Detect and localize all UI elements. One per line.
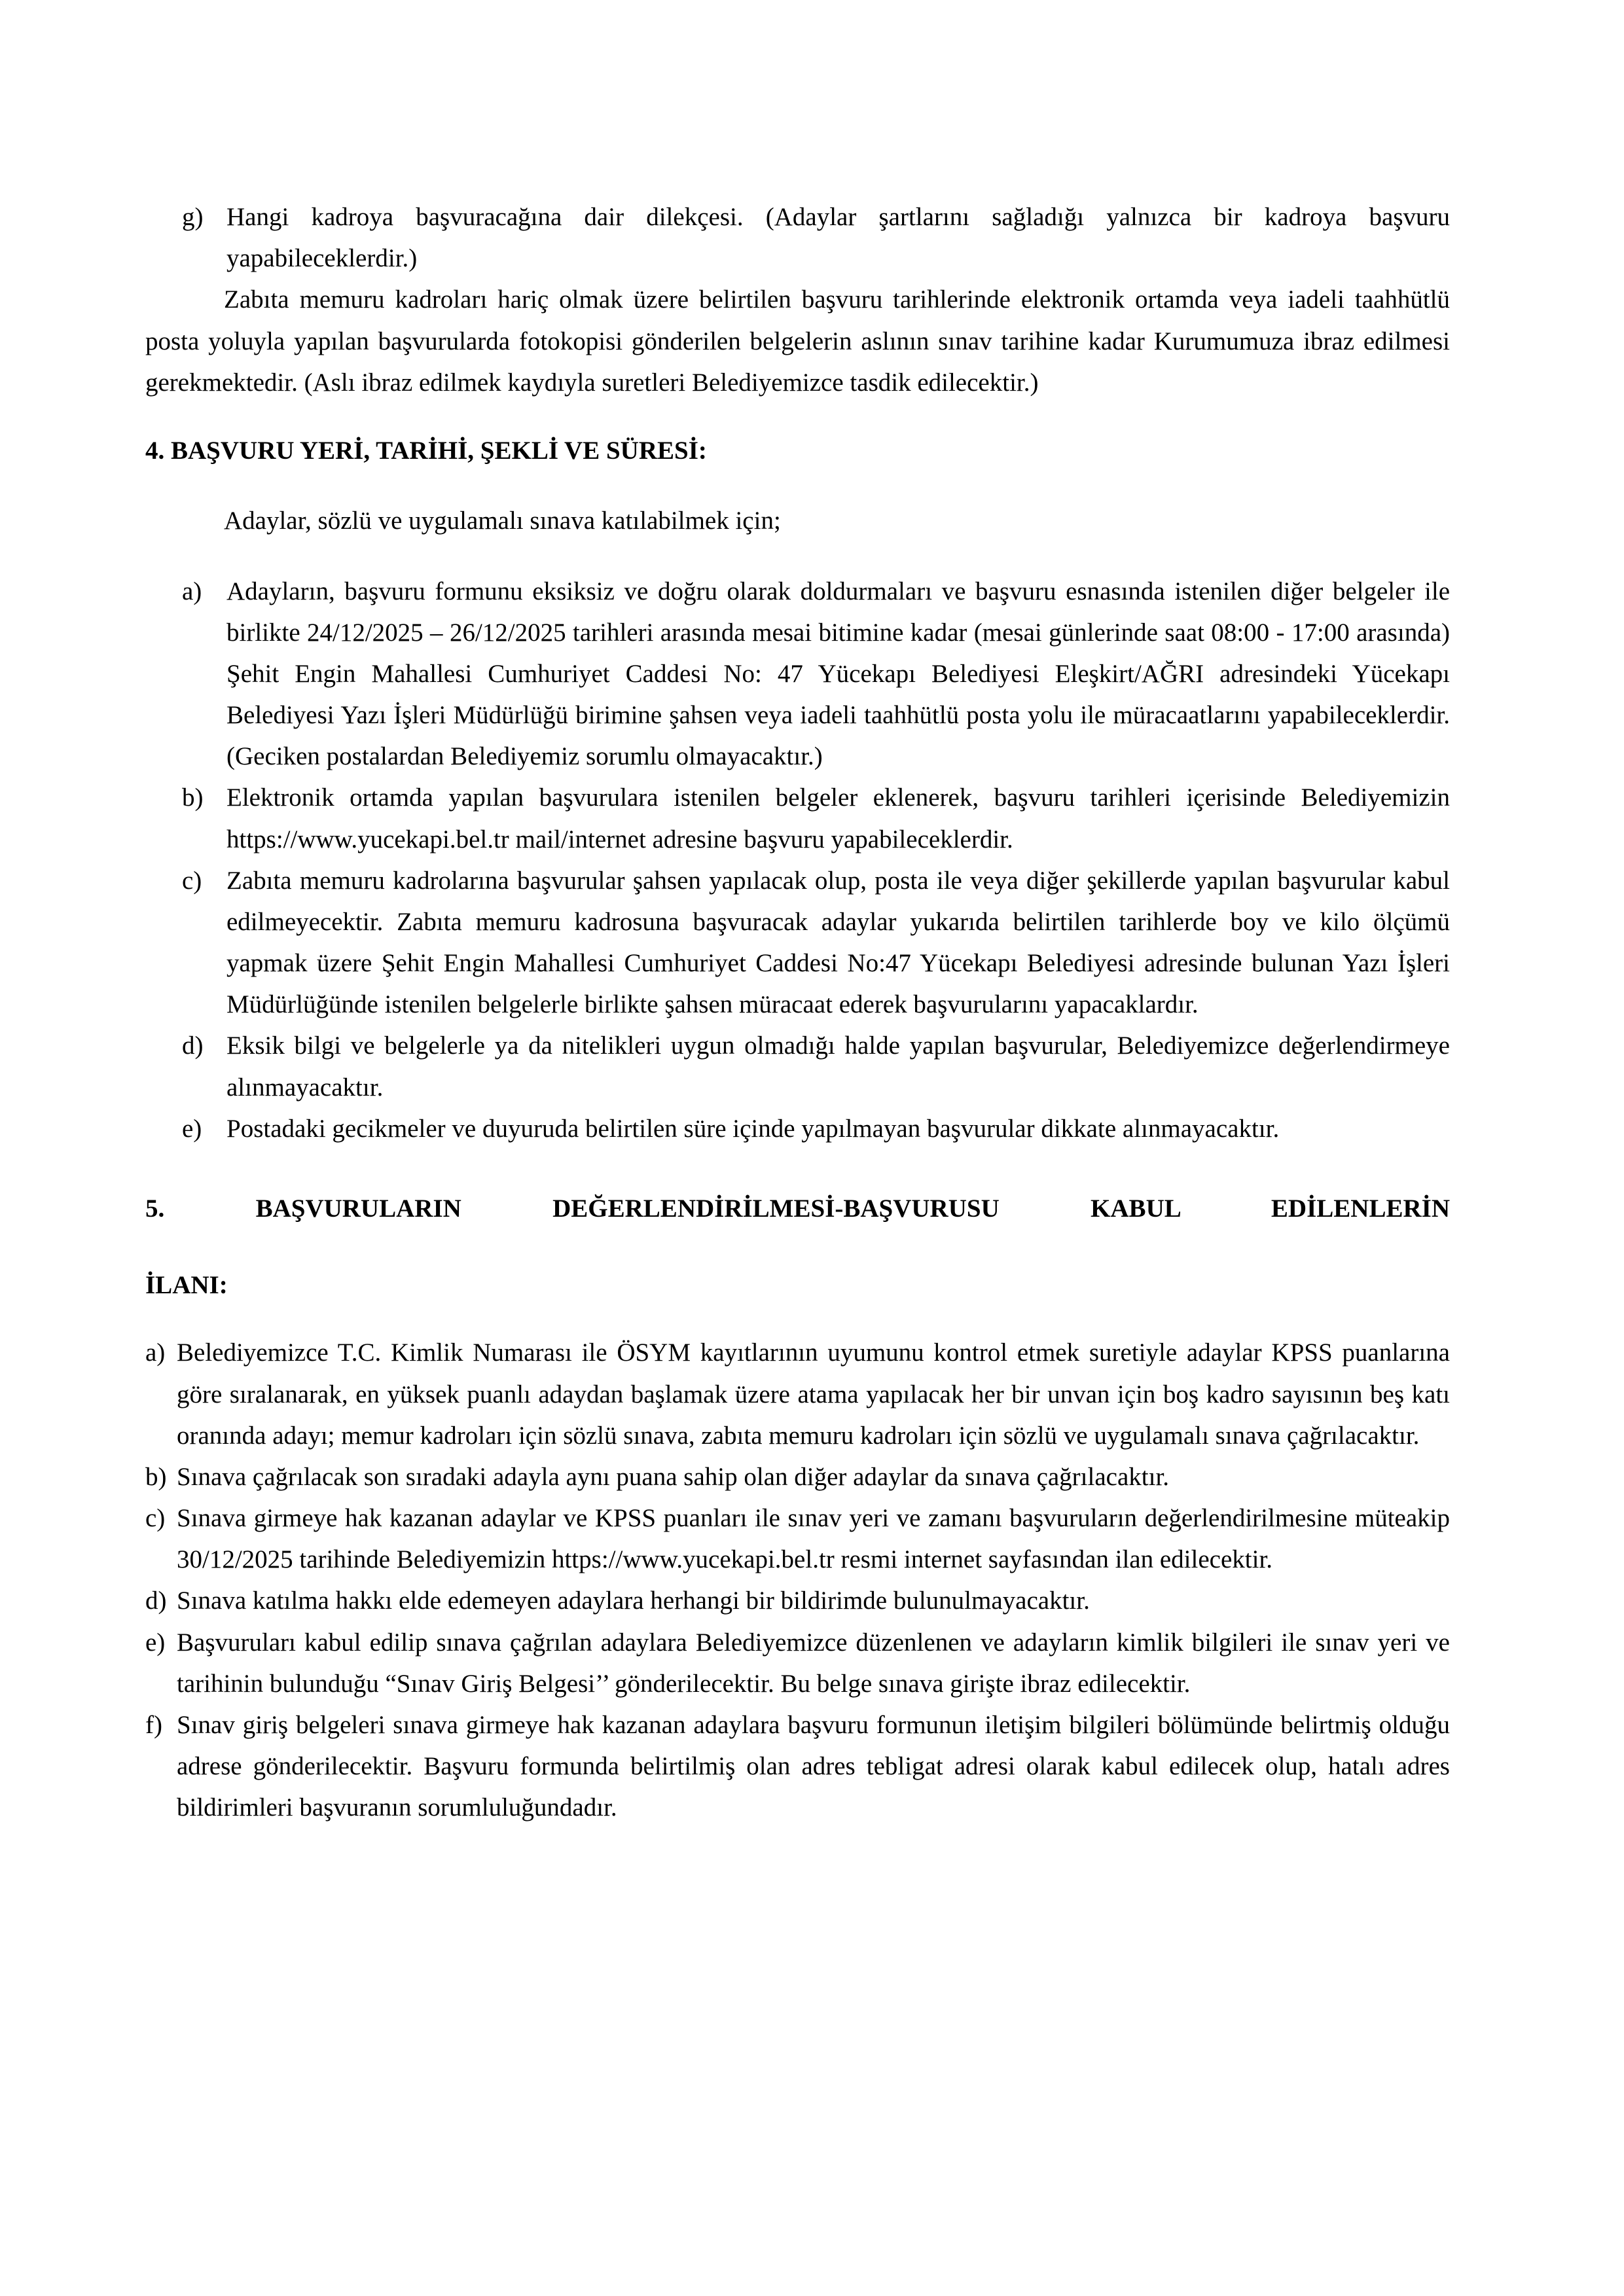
list-item-text: Sınava çağrılacak son sıradaki adayla aynı puana sahip olan diğer adaylar da sınava çağrılacaktır. (177, 1462, 1170, 1491)
list-item (145, 1498, 1450, 1580)
section-5-heading-line-1: 5. BAŞVURULARIN DEĞERLENDİRİLMESİ-BAŞVURUSU KABUL EDİLENLERİN (145, 1194, 1450, 1223)
section-5-list (145, 1332, 1450, 1828)
list-item (145, 1622, 1450, 1704)
list-item-text: Adayların, başvuru formunu eksiksiz ve doğru olarak doldurmaları ve başvuru esnasında istenilen diğer belgeler ile birlikte 24/12/2025 – 26/12/2025 tarihleri arasında mesai bitimine kadar (mesai günlerinde saat 08:00 - 17:00 arasında) Şehit Engin Mahallesi Cumhuriyet Caddesi No: 47 Yücekapı Belediyesi Eleşkirt/AĞRI adresindeki Yücekapı Belediyesi Yazı İşleri Müdürlüğü birimine şahsen veya iadeli taahhütlü posta yolu ile müracaatlarını yapabileceklerdir. (Geciken postalardan Belediyemiz sorumlu olmayacaktır.) (226, 577, 1450, 771)
list-item (145, 1704, 1450, 1829)
list-item-marker: f) (145, 1710, 162, 1739)
list-item-marker: e) (182, 1114, 202, 1143)
list-item (182, 777, 1450, 859)
list-item-marker: c) (145, 1504, 166, 1533)
section-4-list (182, 571, 1450, 1149)
list-item-marker: b) (182, 783, 204, 812)
section-5-heading-line-2: İLANI: (145, 1270, 228, 1299)
list-item-marker: a) (145, 1338, 166, 1367)
section-4-heading: 4. BAŞVURU YERİ, TARİHİ, ŞEKLİ VE SÜRESİ: (145, 436, 707, 465)
list-item-marker: g) (182, 203, 204, 231)
list-item-marker: d) (182, 1031, 204, 1060)
section-4-intro: Adaylar, sözlü ve uygulamalı sınava katılabilmek için; (224, 507, 781, 535)
list-item-marker: d) (145, 1587, 167, 1615)
list-item-text: Elektronik ortamda yapılan başvurulara istenilen belgeler eklenerek, başvuru tarihleri içerisinde Belediyemizin https://www.yucekapi.bel.tr mail/internet adresine başvuru yapabileceklerdir. (226, 783, 1450, 853)
list-item-text: Başvuruları kabul edilip sınava çağrılan adaylara Belediyemizce düzenlenen ve adayların kimlik bilgileri ile sınav yeri ve tarihinin bulunduğu “Sınav Giriş Belgesi’’ gönderilecektir. Bu belge sınava girişte ibraz edilecektir. (177, 1628, 1450, 1698)
list-item (145, 1580, 1450, 1621)
list-item (145, 1332, 1450, 1456)
list-item (182, 196, 1450, 279)
list-item (182, 1025, 1450, 1107)
list-item (145, 1456, 1450, 1498)
list-item-text: Sınava katılma hakkı elde edemeyen adaylara herhangi bir bildirimde bulunulmayacaktır. (177, 1587, 1090, 1615)
list-item-marker: c) (182, 866, 202, 895)
intro-paragraph: Zabıta memuru kadroları hariç olmak üzere belirtilen başvuru tarihlerinde elektronik ortamda veya iadeli taahhütlü posta yoluyla yapılan başvurularda fotokopisi gönderilen belgelerin aslının sınav tarihine kadar Kurumumuza ibraz edilmesi gerekmektedir. (Aslı ibraz edilmek kaydıyla suretleri Belediyemizce tasdik edilecektir.) (145, 285, 1450, 397)
list-item-text: Sınava girmeye hak kazanan adaylar ve KPSS puanları ile sınav yeri ve zamanı başvuruların değerlendirilmesine müteakip 30/12/2025 tarihinde Belediyemizin https://www.yucekapi.bel.tr resmi internet sayfasından ilan edilecektir. (177, 1504, 1450, 1574)
list-item-text: Hangi kadroya başvuracağına dair dilekçesi. (Adaylar şartlarını sağladığı yalnızca bir kadroya başvuru yapabileceklerdir.) (226, 203, 1450, 273)
list-item-marker: e) (145, 1628, 166, 1657)
section-5-heading (145, 1190, 1450, 1305)
list-item-text: Belediyemizce T.C. Kimlik Numarası ile ÖSYM kayıtlarının uyumunu kontrol etmek suretiyle adaylar KPSS puanlarına göre sıralanarak, en yüksek puanlı adaydan başlamak üzere atama yapılacak her bir unvan için boş kadro sayısının beş katı oranında adayı; memur kadroları için sözlü sınava, zabıta memuru kadroları için sözlü ve uygulamalı sınava çağrılacaktır. (177, 1338, 1450, 1450)
list-item (182, 860, 1450, 1026)
list-item (182, 571, 1450, 778)
list-item (182, 1108, 1450, 1149)
list-item-text: Eksik bilgi ve belgelerle ya da nitelikleri uygun olmadığı halde yapılan başvurular, Belediyemizce değerlendirmeye alınmayacaktır. (226, 1031, 1450, 1102)
list-item-marker: a) (182, 577, 202, 605)
list-item-text: Postadaki gecikmeler ve duyuruda belirtilen süre içinde yapılmayan başvurular dikkate alınmayacaktır. (226, 1114, 1280, 1143)
list-item-text: Sınav giriş belgeleri sınava girmeye hak kazanan adaylara başvuru formunun iletişim bilgileri bölümünde belirtmiş olduğu adrese gönderilecektir. Başvuru formunda belirtilmiş olan adres tebligat adresi olarak kabul edilecek olup, hatalı adres bildirimleri başvuranın sorumluluğundadır. (177, 1710, 1450, 1822)
list-item-text: Zabıta memuru kadrolarına başvurular şahsen yapılacak olup, posta ile veya diğer şekillerde yapılan başvurular kabul edilmeyecektir. Zabıta memuru kadrosuna başvuracak adaylar yukarıda belirtilen tarihlerde boy ve kilo ölçümü yapmak üzere Şehit Engin Mahallesi Cumhuriyet Caddesi No:47 Yücekapı Belediyesi adresinde bulunan Yazı İşleri Müdürlüğünde istenilen belgelerle birlikte şahsen müracaat ederek başvurularını yapacaklardır. (226, 866, 1450, 1019)
list-item-marker: b) (145, 1462, 167, 1491)
